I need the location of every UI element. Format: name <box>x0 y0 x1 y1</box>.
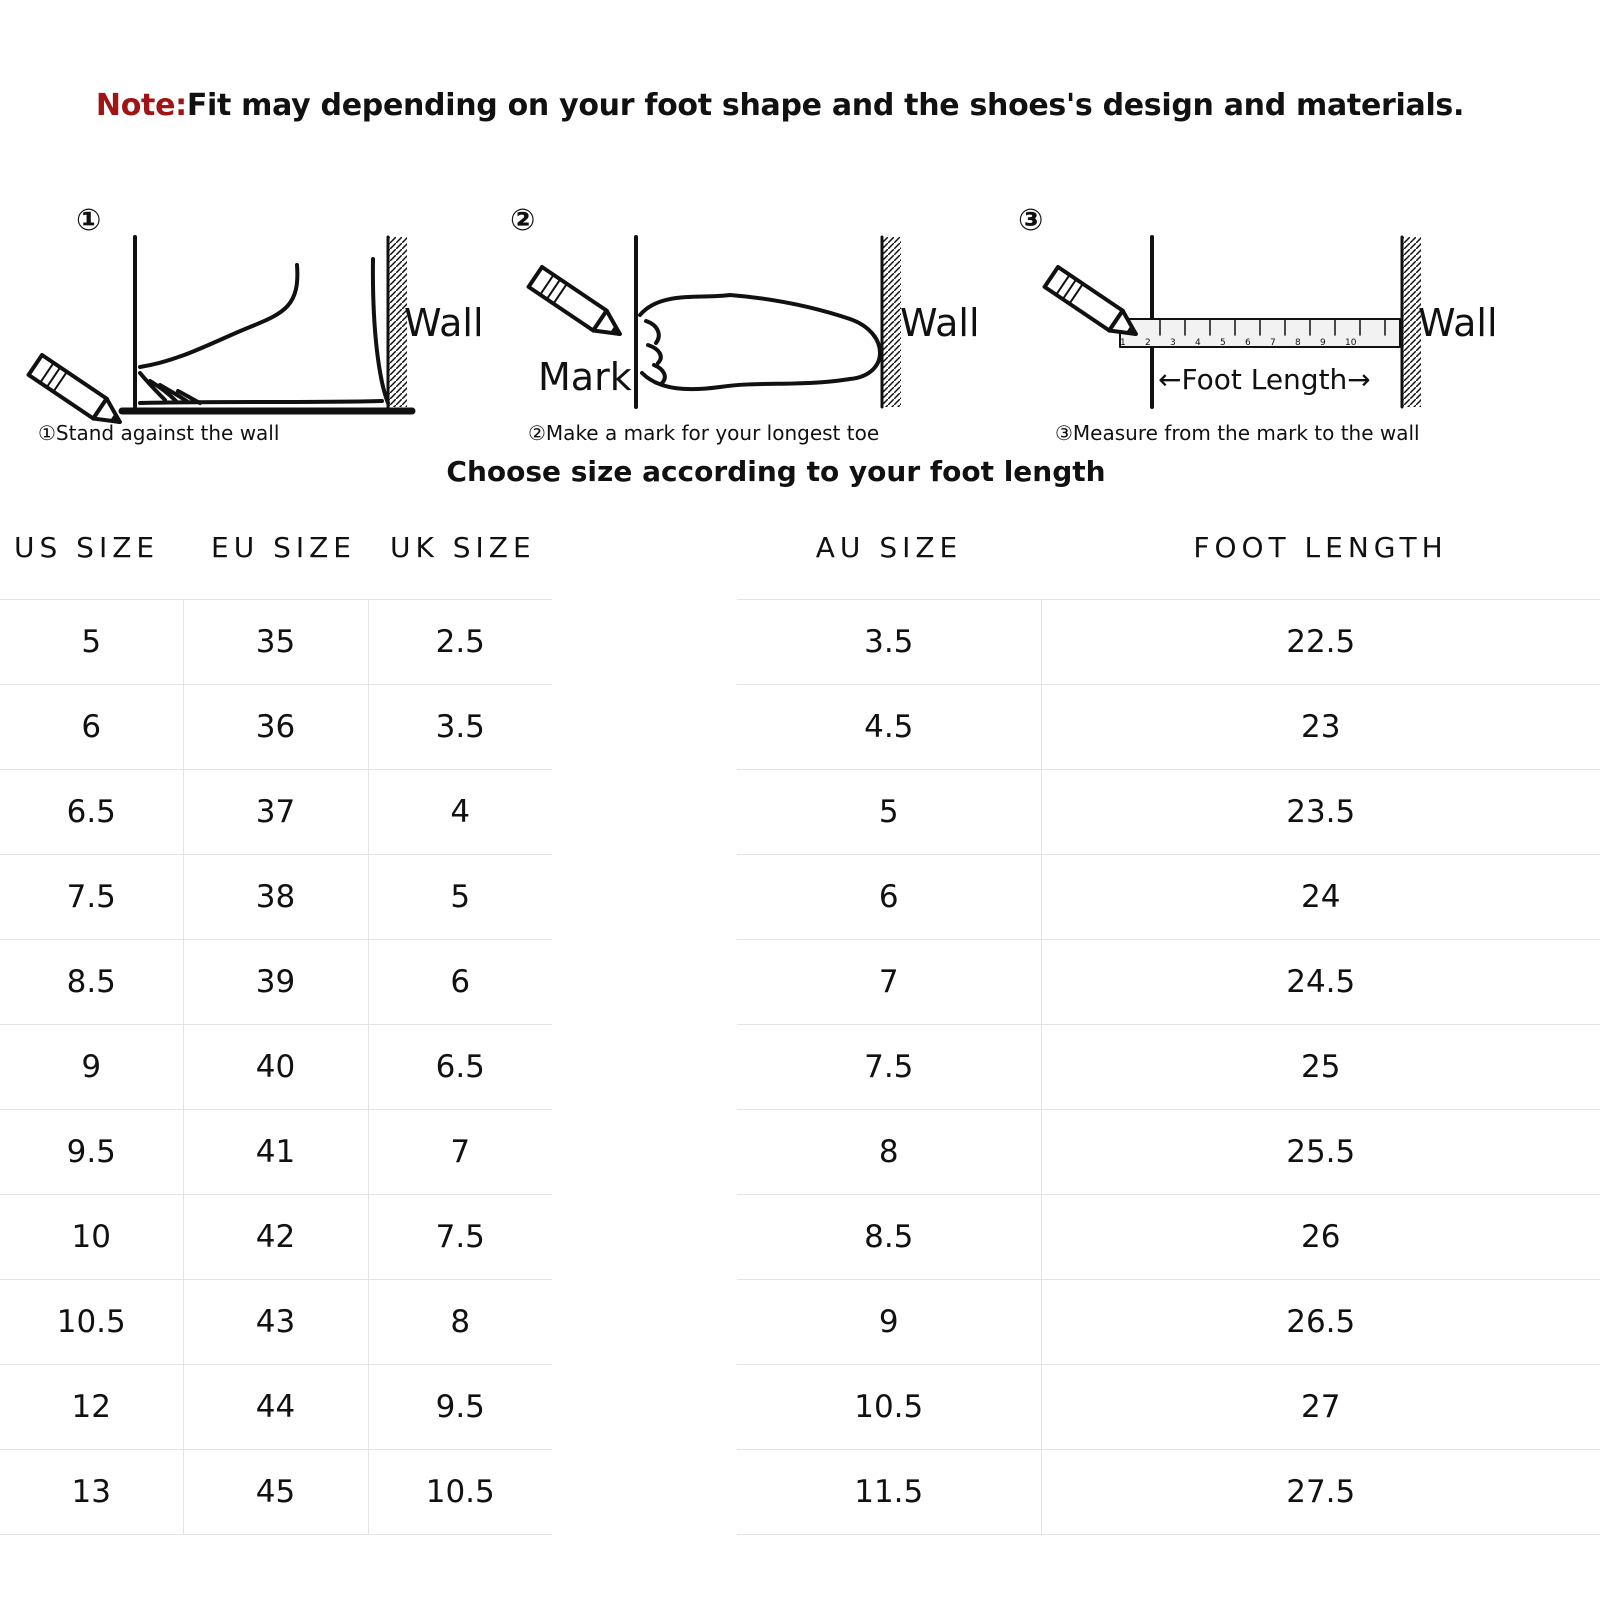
header-us-size: US SIZE <box>14 530 160 564</box>
ruler-tick: 3 <box>1170 338 1176 348</box>
step3-number: ③ <box>1018 203 1044 238</box>
table-row <box>0 1280 552 1365</box>
step1-number: ① <box>76 203 102 238</box>
uk-size-cell: 8 <box>368 1280 552 1365</box>
pencil-icon-3 <box>1045 267 1143 344</box>
au-size-cell: 3.5 <box>737 600 1041 685</box>
us-size-cell: 9.5 <box>0 1110 183 1195</box>
table-header-row <box>0 495 552 600</box>
step1-drawing <box>29 237 412 432</box>
us-size-cell: 6 <box>0 685 183 770</box>
step2-caption: ②Make a mark for your longest toe <box>528 421 880 445</box>
au-size-cell: 9 <box>737 1280 1041 1365</box>
ruler-tick: 6 <box>1245 338 1251 348</box>
us-size-cell: 6.5 <box>0 770 183 855</box>
table-row <box>737 600 1600 685</box>
eu-size-cell: 42 <box>183 1195 368 1280</box>
table-row <box>737 1365 1600 1450</box>
table-row <box>0 1195 552 1280</box>
us-size-cell: 5 <box>0 600 183 685</box>
foot-length-cell: 25.5 <box>1041 1110 1600 1195</box>
pencil-icon-2 <box>529 267 627 344</box>
table-row <box>0 1450 552 1535</box>
eu-size-cell: 37 <box>183 770 368 855</box>
au-size-cell: 10.5 <box>737 1365 1041 1450</box>
ruler-tick: 8 <box>1295 338 1301 348</box>
au-size-cell: 11.5 <box>737 1450 1041 1535</box>
us-size-cell: 9 <box>0 1025 183 1110</box>
eu-size-cell: 41 <box>183 1110 368 1195</box>
uk-size-cell: 2.5 <box>368 600 552 685</box>
fit-note <box>0 88 1560 123</box>
uk-size-cell: 4 <box>368 770 552 855</box>
table-row <box>737 1195 1600 1280</box>
size-table-right <box>737 495 1600 1535</box>
note-label: Note: <box>95 88 187 123</box>
foot-length-cell: 26 <box>1041 1195 1600 1280</box>
table-header-row <box>737 495 1600 600</box>
us-size-cell: 10 <box>0 1195 183 1280</box>
foot-length-cell: 22.5 <box>1041 600 1600 685</box>
table-row <box>0 685 552 770</box>
table-row <box>737 1280 1600 1365</box>
size-table-left <box>0 495 552 1535</box>
step1-wall-label: Wall <box>404 301 484 345</box>
au-size-cell: 7 <box>737 940 1041 1025</box>
us-size-cell: 7.5 <box>0 855 183 940</box>
eu-size-cell: 39 <box>183 940 368 1025</box>
foot-length-cell: 23 <box>1041 685 1600 770</box>
au-size-cell: 5 <box>737 770 1041 855</box>
ruler-tick: 9 <box>1320 338 1326 348</box>
au-size-cell: 7.5 <box>737 1025 1041 1110</box>
uk-size-cell: 5 <box>368 855 552 940</box>
step1-caption: ①Stand against the wall <box>38 421 280 445</box>
choose-size-heading: Choose size according to your foot length <box>446 455 1106 488</box>
table-row <box>0 770 552 855</box>
note-text: Fit may depending on your foot shape and the shoes's design and materials. <box>186 88 1465 123</box>
table-row <box>0 600 552 685</box>
eu-size-cell: 36 <box>183 685 368 770</box>
table-row <box>0 1365 552 1450</box>
foot-length-cell: 25 <box>1041 1025 1600 1110</box>
foot-length-cell: 27.5 <box>1041 1450 1600 1535</box>
eu-size-cell: 35 <box>183 600 368 685</box>
eu-size-cell: 44 <box>183 1365 368 1450</box>
uk-size-cell: 6 <box>368 940 552 1025</box>
us-size-cell: 10.5 <box>0 1280 183 1365</box>
ruler-tick: 10 <box>1345 338 1357 348</box>
table-row <box>737 855 1600 940</box>
step2-number: ② <box>510 203 536 238</box>
foot-length-label: ←Foot Length→ <box>1158 363 1371 396</box>
table-row <box>0 1110 552 1195</box>
uk-size-cell: 3.5 <box>368 685 552 770</box>
uk-size-cell: 6.5 <box>368 1025 552 1110</box>
table-row <box>0 940 552 1025</box>
header-foot-length: FOOT LENGTH <box>1193 530 1448 564</box>
uk-size-cell: 10.5 <box>368 1450 552 1535</box>
header-uk-size: UK SIZE <box>390 530 536 564</box>
mark-label: Mark <box>538 355 632 399</box>
uk-size-cell: 7.5 <box>368 1195 552 1280</box>
eu-size-cell: 40 <box>183 1025 368 1110</box>
uk-size-cell: 7 <box>368 1110 552 1195</box>
ruler-tick: 1 <box>1120 338 1126 348</box>
table-row <box>737 1110 1600 1195</box>
us-size-cell: 13 <box>0 1450 183 1535</box>
ruler-tick: 4 <box>1195 338 1201 348</box>
header-eu-size: EU SIZE <box>211 530 356 564</box>
header-au-size: AU SIZE <box>815 530 963 564</box>
us-size-cell: 12 <box>0 1365 183 1450</box>
table-row <box>0 855 552 940</box>
table-row <box>737 1450 1600 1535</box>
eu-size-cell: 45 <box>183 1450 368 1535</box>
eu-size-cell: 38 <box>183 855 368 940</box>
measuring-steps <box>0 195 1600 465</box>
eu-size-cell: 43 <box>183 1280 368 1365</box>
step3-caption: ③Measure from the mark to the wall <box>1055 421 1420 445</box>
ruler-tick: 5 <box>1220 338 1226 348</box>
us-size-cell: 8.5 <box>0 940 183 1025</box>
au-size-cell: 8 <box>737 1110 1041 1195</box>
table-row <box>737 685 1600 770</box>
foot-length-cell: 26.5 <box>1041 1280 1600 1365</box>
foot-length-cell: 24 <box>1041 855 1600 940</box>
au-size-cell: 4.5 <box>737 685 1041 770</box>
au-size-cell: 6 <box>737 855 1041 940</box>
au-size-cell: 8.5 <box>737 1195 1041 1280</box>
foot-length-cell: 23.5 <box>1041 770 1600 855</box>
foot-length-cell: 27 <box>1041 1365 1600 1450</box>
uk-size-cell: 9.5 <box>368 1365 552 1450</box>
step2-wall-label: Wall <box>900 301 980 345</box>
table-row <box>0 1025 552 1110</box>
table-row <box>737 1025 1600 1110</box>
step3-wall-label: Wall <box>1418 301 1498 345</box>
ruler-tick: 2 <box>1145 338 1151 348</box>
table-row <box>737 770 1600 855</box>
foot-length-cell: 24.5 <box>1041 940 1600 1025</box>
table-row <box>737 940 1600 1025</box>
ruler-tick: 7 <box>1270 338 1276 348</box>
